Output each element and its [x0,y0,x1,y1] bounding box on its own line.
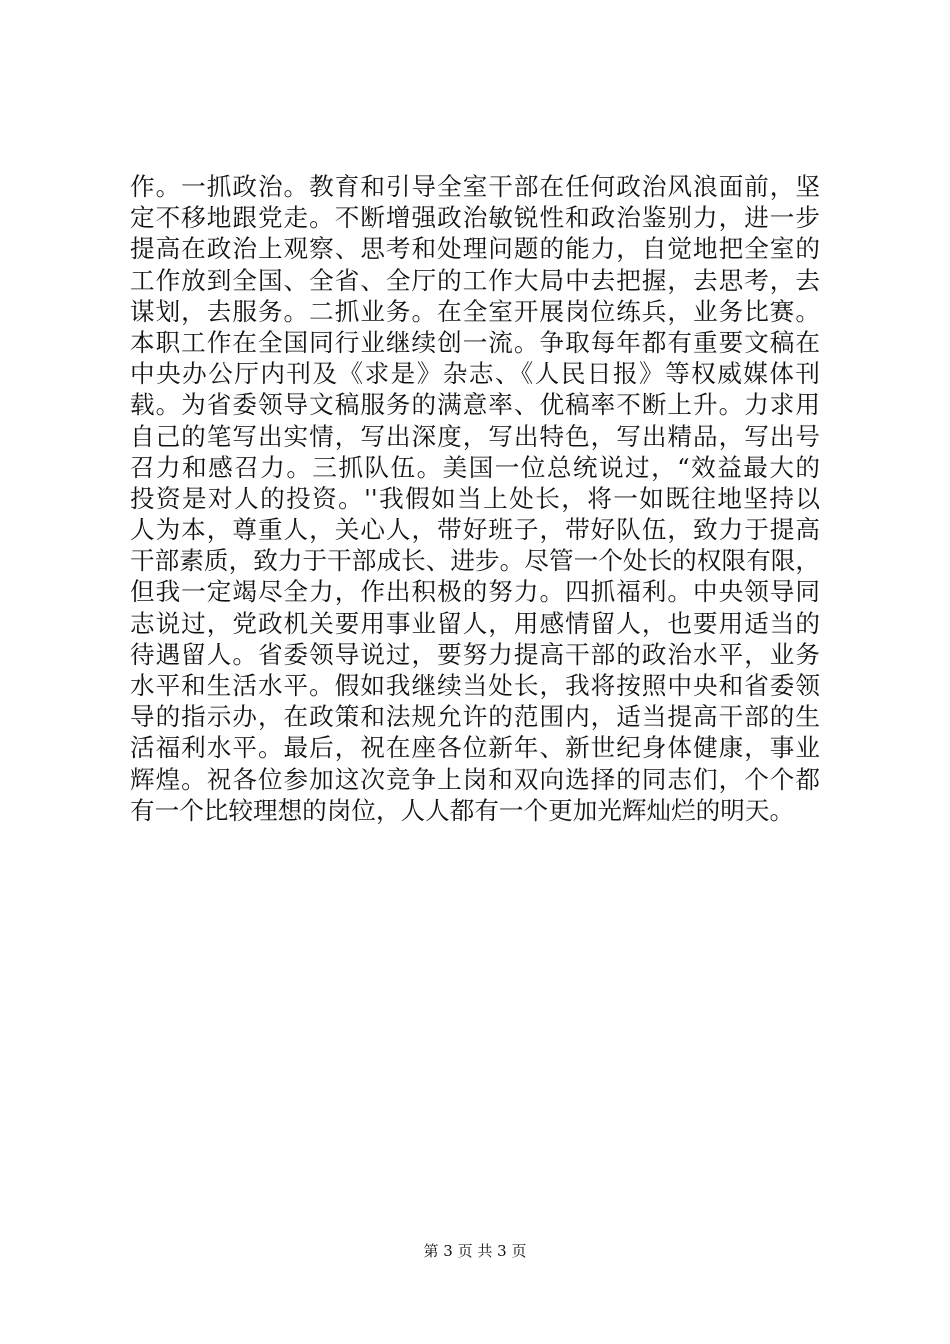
body-text [130,171,820,826]
text-line: 有一个比较理想的岗位，人人都有一个更加光辉灿烂的明天。 [130,795,795,825]
text-line: 活福利水平。最后，祝在座各位新年、新世纪身体健康，事业 [130,733,820,763]
text-line: 人为本，尊重人，关心人，带好班子，带好队伍，致力于提高 [130,515,820,545]
text-line: 工作放到全国、全省、全厅的工作大局中去把握，去思考，去 [130,265,820,295]
text-line: 待遇留人。省委领导说过，要努力提高干部的政治水平，业务 [130,639,820,669]
text-line: 提高在政治上观察、思考和处理问题的能力，自觉地把全室的 [130,234,820,264]
text-line: 作。一抓政治。教育和引导全室干部在任何政治风浪面前，坚 [130,172,820,201]
text-line: 投资是对人的投资。''我假如当上处长，将一如既往地坚持以 [130,483,820,513]
text-line: 本职工作在全国同行业继续创一流。争取每年都有重要文稿在 [130,327,820,357]
text-line: 水平和生活水平。假如我继续当处长，我将按照中央和省委领 [130,671,820,700]
text-line: 中央办公厅内刊及《求是》杂志、《人民日报》等权威媒体刊 [130,359,820,389]
text-line: 谋划，去服务。二抓业务。在全室开展岗位练兵，业务比赛。 [130,296,820,326]
text-line: 定不移地跟党走。不断增强政治敏锐性和政治鉴别力，进一步 [130,203,820,233]
text-line: 但我一定竭尽全力，作出积极的努力。四抓福利。中央领导同 [130,577,820,607]
page-number-footer: 第 3 页 共 3 页 [423,1242,527,1260]
text-line: 载。为省委领导文稿服务的满意率、优稿率不断上升。力求用 [130,390,820,420]
text-line: 导的指示办，在政策和法规允许的范围内，适当提高干部的生 [130,702,820,732]
text-line: 召力和感召力。三抓队伍。美国一位总统说过，“效益最大的 [130,452,820,482]
text-line: 干部素质，致力于干部成长、进步。尽管一个处长的权限有限， [130,546,820,576]
text-line: 辉煌。祝各位参加这次竞争上岗和双向选择的同志们，个个都 [130,764,820,794]
text-line: 自己的笔写出实情，写出深度，写出特色，写出精品，写出号 [130,421,820,451]
text-line: 志说过，党政机关要用事业留人，用感情留人，也要用适当的 [130,608,820,638]
